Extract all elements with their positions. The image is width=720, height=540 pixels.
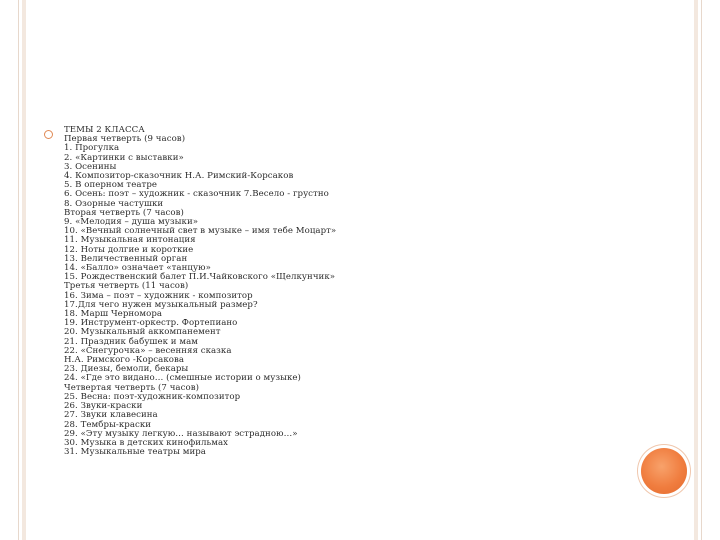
list-item: 16. Зима – поэт – художник - композитор [64, 290, 253, 301]
list-item: 5. В оперном театре [64, 180, 158, 191]
list-item: 21. Праздник бабушек и мам [64, 336, 199, 347]
list-item: 27. Звуки клавесина [64, 410, 158, 421]
list-item: 26. Звуки-краски [64, 401, 143, 412]
quarter-heading: Первая четверть (9 часов) [64, 134, 186, 145]
list-item: 22. «Снегурочка» – весенняя сказка [64, 345, 232, 356]
list-item: 9. «Мелодия – душа музыки» [64, 217, 199, 228]
list-item: 28. Тембры-краски [64, 419, 152, 430]
list-item: 29. «Эту музыку легкую… называют эстрадною…» [64, 428, 298, 439]
list-item: 14. «Балло» означает «танцую» [64, 263, 211, 274]
list-item: 23. Диезы, бемоли, бекары [64, 364, 189, 375]
list-item: 12. Ноты долгие и короткие [64, 244, 194, 255]
list-item: 24. «Где это видано… (смешные истории о музыке) [64, 373, 301, 384]
list-item: 31. Музыкальные театры мира [64, 447, 206, 458]
list-item: 8. Озорные частушки [64, 198, 164, 209]
list-item: 17.Для чего нужен музыкальный размер? [64, 299, 258, 310]
quarter-heading: Вторая четверть (7 часов) [64, 207, 184, 218]
list-item: 6. Осень: поэт – художник - сказочник 7.Весело - грустно [64, 189, 329, 200]
list-item: 4. Композитор-сказочник Н.А. Римский-Корсаков [64, 171, 294, 182]
list-item: 30. Музыка в детских кинофильмах [64, 437, 229, 448]
list-item: 19. Инструмент-оркестр. Фортепиано [64, 318, 238, 329]
list-item: 3. Осенины [64, 161, 117, 172]
list-item: 11. Музыкальная интонация [64, 235, 196, 246]
decorative-orange-circle [641, 448, 687, 494]
bullet-circle-icon [44, 130, 53, 139]
list-heading: ТЕМЫ 2 КЛАССА [64, 125, 145, 135]
list-item: 10. «Вечный солнечный свет в музыке – имя тебе Моцарт» [64, 226, 337, 237]
topic-list [64, 126, 624, 457]
list-item: 2. «Картинки с выставки» [64, 152, 184, 163]
list-item: 18. Марш Черномора [64, 309, 163, 320]
list-item: 1. Прогулка [64, 143, 120, 154]
quarter-heading: Третья четверть (11 часов) [64, 281, 189, 292]
list-item: 25. Весна: поэт-художник-композитор [64, 391, 241, 402]
list-item: Н.А. Римского -Корсакова [64, 355, 185, 366]
list-item: 15. Рождественский балет П.И.Чайковского «Щелкунчик» [64, 272, 336, 283]
list-item: 13. Величественный орган [64, 253, 188, 264]
quarter-heading: Четвертая четверть (7 часов) [64, 382, 199, 393]
list-item: 20. Музыкальный аккомпанемент [64, 327, 221, 338]
